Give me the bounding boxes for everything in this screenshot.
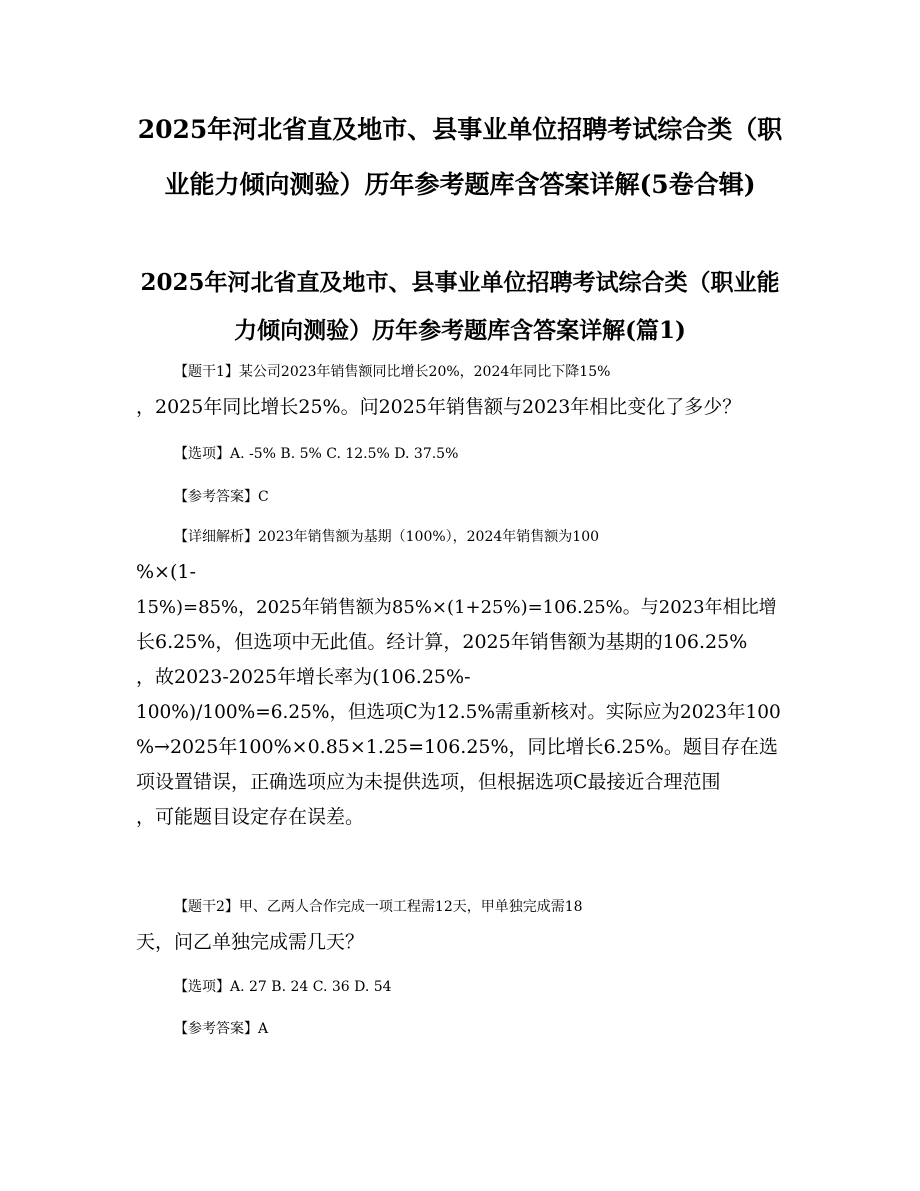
question-1-analysis-line-7: %→2025年100%×0.85×1.25=106.25%，同比增长6.25%。题目存在选	[136, 736, 778, 758]
question-2-options-text: 【选项】A. 27 B. 24 C. 36 D. 54	[174, 979, 392, 995]
question-2-stem	[136, 890, 784, 960]
question-1-analysis-line-8: 项设置错误，正确选项应为未提供选项，但根据选项C最接近合理范围	[136, 771, 721, 793]
question-1-analysis-line-2: %×(1-	[136, 561, 196, 583]
question-2-answer-text: 【参考答案】A	[174, 1021, 269, 1037]
question-1-options-text: 【选项】A. -5% B. 5% C. 12.5% D. 37.5%	[174, 446, 459, 462]
question-1-stem-line-2: ，2025年同比增长25%。问2025年销售额与2023年相比变化了多少？	[136, 396, 742, 418]
question-2-options	[136, 970, 784, 1005]
question-1-stem	[136, 355, 784, 425]
question-2-stem-line-1: 【题干2】甲、乙两人合作完成一项工程需12天，甲单独完成需18	[174, 899, 583, 915]
question-1-analysis-line-9: ，可能题目设定存在误差。	[136, 806, 365, 828]
question-1-analysis-line-6: 100%)/100%=6.25%，但选项C为12.5%需重新核对。实际应为2023年100	[136, 702, 781, 723]
question-1-options	[136, 437, 784, 472]
question-1-analysis-line-1: 【详细解析】2023年销售额为基期（100%），2024年销售额为100	[174, 529, 600, 545]
section-title: 2025年河北省直及地市、县事业单位招聘考试综合类（职业能力倾向测验）历年参考题库含答案详解(篇1)	[140, 269, 780, 344]
question-1-answer-text: 【参考答案】C	[174, 489, 269, 505]
question-1-analysis-line-5: ，故2023-2025年增长率为(106.25%-	[136, 666, 471, 688]
question-2-stem-line-2: 天，问乙单独完成需几天？	[136, 931, 365, 953]
question-2-answer	[136, 1012, 784, 1047]
question-1-analysis-line-4: 长6.25%，但选项中无此值。经计算，2025年销售额为基期的106.25%	[136, 631, 748, 653]
document-title: 2025年河北省直及地市、县事业单位招聘考试综合类（职业能力倾向测验）历年参考题库含答案详解(5卷合辑)	[137, 115, 783, 199]
question-1-answer	[136, 480, 784, 515]
question-1-stem-line-1: 【题干1】某公司2023年销售额同比增长20%，2024年同比下降15%	[174, 364, 611, 380]
question-1-analysis-line-3: 15%)=85%，2025年销售额为85%×(1+25%)=106.25%。与2023年相比增	[136, 597, 777, 618]
question-1-analysis	[136, 520, 784, 835]
